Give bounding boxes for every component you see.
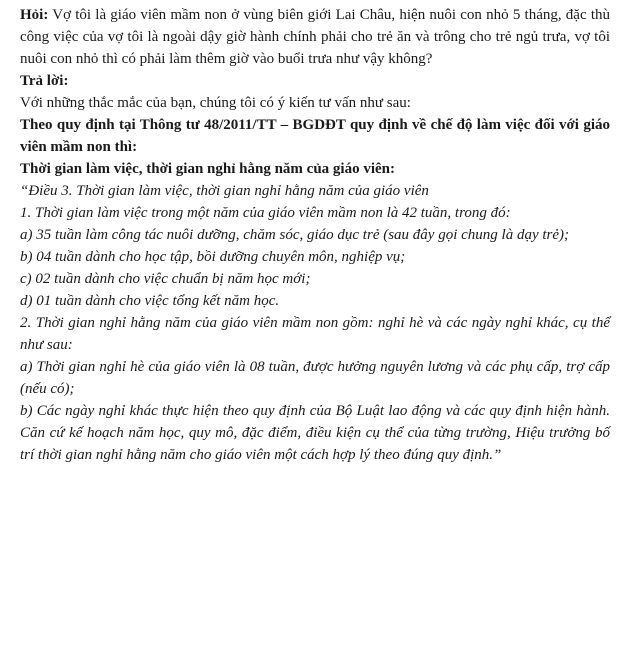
answer-label: Trả lời: (20, 73, 69, 89)
question-label: Hỏi: (20, 7, 49, 23)
clause-2: 2. Thời gian nghỉ hằng năm của giáo viên mầm non gồm: nghỉ hè và các ngày nghỉ khác, cụ thể như sau: (20, 315, 610, 353)
clause-1c: c) 02 tuần dành cho việc chuẩn bị năm học mới; (20, 271, 311, 287)
law-heading: Theo quy định tại Thông tư 48/2011/TT – BGDĐT quy định về chế độ làm việc đối với giáo viên mầm non thì: (20, 117, 610, 155)
intro-paragraph: Với những thắc mắc của bạn, chúng tôi có ý kiến tư vấn như sau: (20, 95, 411, 111)
question-text: Vợ tôi là giáo viên mầm non ở vùng biên giới Lai Châu, hiện nuôi con nhỏ 5 tháng, đặc thù công việc của vợ tôi là ngoài dậy giờ hành chính phải cho trẻ ăn và trông cho trẻ ngủ trưa, vợ tôi nuôi con nhỏ thì có phải làm thêm giờ vào buổi trưa như vậy không? (20, 7, 610, 67)
question-paragraph (20, 4, 610, 70)
clause-2a: a) Thời gian nghỉ hè của giáo viên là 08 tuần, được hưởng nguyên lương và các phụ cấp, trợ cấp (nếu có); (20, 359, 610, 397)
quote-title: “Điều 3. Thời gian làm việc, thời gian nghỉ hằng năm của giáo viên (20, 183, 429, 199)
clause-2b: b) Các ngày nghỉ khác thực hiện theo quy định của Bộ Luật lao động và các quy định hiện hành. Căn cứ kế hoạch năm học, quy mô, đặc điểm, điều kiện cụ thể của từng trường, Hiệu trưởng bố trí thời gian nghỉ hằng năm cho giáo viên một cách hợp lý theo đúng quy định.” (20, 403, 610, 463)
clause-1: 1. Thời gian làm việc trong một năm của giáo viên mầm non là 42 tuần, trong đó: (20, 205, 511, 221)
section-title: Thời gian làm việc, thời gian nghỉ hằng năm của giáo viên: (20, 161, 395, 177)
clause-1a: a) 35 tuần làm công tác nuôi dưỡng, chăm sóc, giáo dục trẻ (sau đây gọi chung là dạy trẻ); (20, 227, 570, 243)
clause-1d: d) 01 tuần dành cho việc tổng kết năm học. (20, 293, 280, 309)
clause-1b: b) 04 tuần dành cho học tập, bồi dưỡng chuyên môn, nghiệp vụ; (20, 249, 406, 265)
